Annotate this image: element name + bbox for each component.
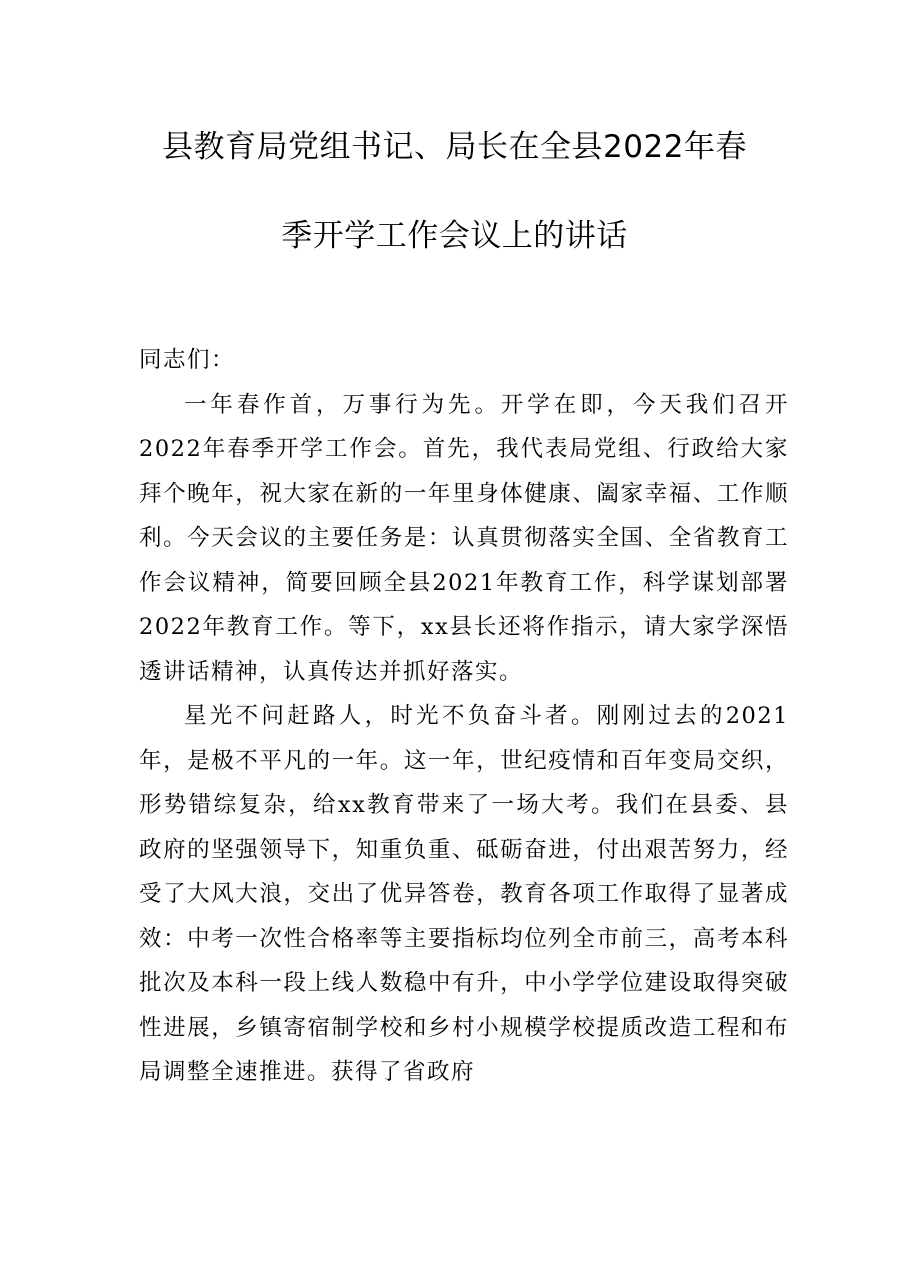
paragraph-review: 星光不问赶路人，时光不负奋斗者。刚刚过去的2021年，是极不平凡的一年。这一年，世纪疫情和百年变局交织，形势错综复杂，给xx教育带来了一场大考。我们在县委、县政府的坚强领导下，知重负重、砥砺奋进，付出艰苦努力，经受了大风大浪，交出了优异答卷，教育各项工作取得了显著成效：中考一次性合格率等主要指标均位列全市前三，高考本科批次及本科一段上线人数稳中有升，中小学学位建设取得突破性进展，乡镇寄宿制学校和乡村小规模学校提质改造工程和布局调整全速推进。获得了省政府 [139, 703, 789, 1085]
document-title-line-1: 县教育局党组书记、局长在全县2022年春 [162, 129, 747, 165]
document-body [139, 338, 789, 1095]
document-title-line-2: 季开学工作会议上的讲话 [281, 218, 628, 254]
salutation: 同志们： [139, 347, 236, 373]
paragraph-opening: 一年春作首，万事行为先。开学在即，今天我们召开2022年春季开学工作会。首先，我代表局党组、行政给大家拜个晚年，祝大家在新的一年里身体健康、阖家幸福、工作顺利。今天会议的主要任务是：认真贯彻落实全国、全省教育工作会议精神，简要回顾全县2021年教育工作，科学谋划部署2022年教育工作。等下，xx县长还将作指示，请大家学深悟透讲话精神，认真传达并抓好落实。 [139, 391, 789, 685]
